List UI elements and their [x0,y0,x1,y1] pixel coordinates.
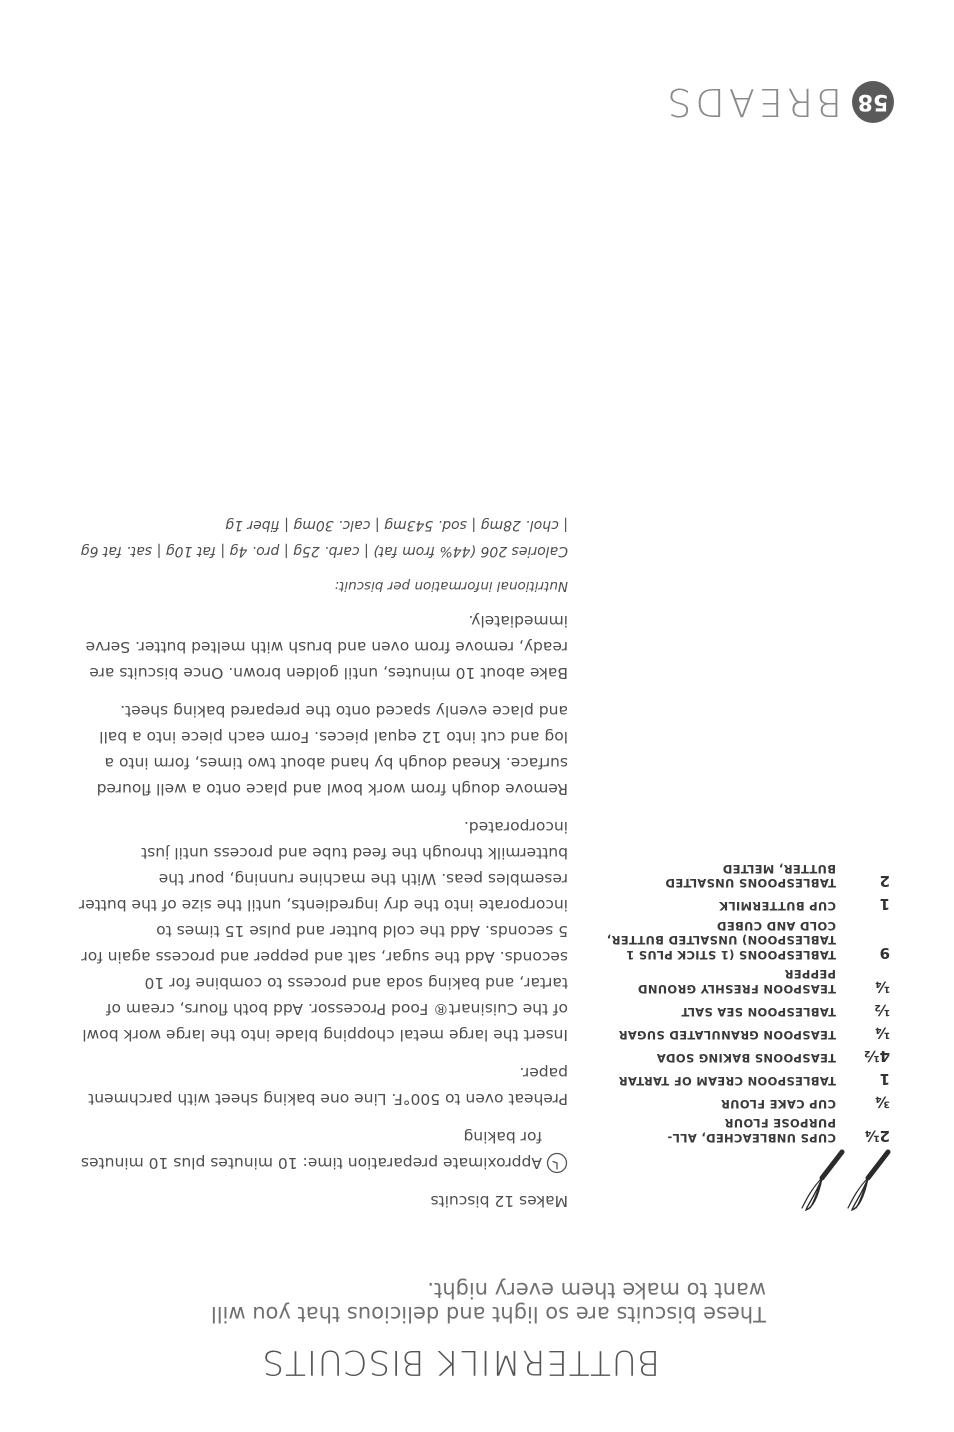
ingredient-item [605,1001,890,1019]
ingredient-item [605,862,890,891]
recipe-step: Remove dough from work bowl and place onto a well floured surface. Knead dough by hand about two times, form into a log and cut into 12 equal pieces. Form each piece into a ball and place evenly spaced onto the prepared baking sheet. [96,702,568,798]
ingredient-description: CUPS UNBLEACHED, ALL-PURPOSE FLOUR [667,1116,836,1145]
nutrition-label: Nutritional information per biscuit: [334,578,568,594]
ingredient-list [605,857,890,1146]
ingredient-quantity: ¼ [874,1024,890,1042]
ingredient-description: CUP BUTTERMILK [718,899,836,914]
recipe-body [78,500,568,1214]
ingredient-item [605,1093,890,1111]
ingredient-item [605,1024,890,1042]
prep-time-text: Approximate preparation time: 10 minutes plus 10 minutes for baking [80,1128,542,1172]
ingredient-quantity: 2 [879,872,890,891]
section-label: BREADS [663,80,842,124]
ingredient-description: TEASPOON FRESHLY GROUND PEPPER [637,967,836,996]
ingredient-description: TEASPOON GRANULATED SUGAR [618,1028,836,1042]
ingredient-quantity: 9 [879,944,890,962]
clock-icon [546,1152,568,1174]
ingredient-description: TABLESPOONS (1 STICK PLUS 1 TABLESPOON) UNSALTED BUTTER, COLD AND CUBED [606,919,836,962]
recipe-subtitle: These biscuits are so light and delicious that you will want to make them every night. [210,1278,766,1326]
recipe-step: Preheat oven to 500°F. Line one baking sheet with parchment paper. [88,1064,568,1108]
page-title: BUTTERMILK BISCUITS [261,1342,660,1382]
ingredient-item [605,919,890,963]
ingredient-item [605,967,890,996]
recipe-step: Bake about 10 minutes, until golden brown. Once biscuits are ready, remove from oven and brush with melted butter. Serve immediately. [85,612,568,682]
ingredient-quantity: 1 [879,1070,890,1088]
ingredient-quantity: ½ [874,1001,890,1019]
recipe-step: Insert the large metal chopping blade into the large work bowl of the Cuisinart® Food Processor. Add both flours, cream of tartar, and baking soda and process to combine for 10 seconds. Add the sugar, salt and pepper and process again for 5 seconds. Add the cold butter and pulse 15 times to incorporate into the dry ingredients, until the size of the butter resembles peas. With the machine running, pour the buttermilk through the feed tube and process until just incorporated. [78,818,568,1044]
ingredient-quantity: 1 [879,895,890,914]
ingredient-item [605,1116,890,1145]
ingredient-quantity: 2¼ [864,1127,890,1145]
ingredient-description: TABLESPOON SEA SALT [681,1005,836,1019]
whisk-icon [796,1148,892,1214]
ingredient-quantity: 4½ [864,1047,890,1065]
ingredient-item [605,896,890,914]
ingredient-description: TABLESPOONS UNSALTED BUTTER, MELTED [665,862,836,891]
recipe-yield: Makes 12 biscuits [430,1192,568,1210]
page-number-badge: 58 [852,81,894,123]
ingredient-item [605,1070,890,1088]
ingredient-description: TABLESPOON CREAM OF TARTAR [618,1074,836,1088]
ingredient-quantity: ¼ [874,978,890,996]
prep-time [78,1124,568,1176]
ingredient-description: CUP CAKE FLOUR [720,1097,836,1111]
ingredient-description: TEASPOONS BAKING SODA [656,1051,836,1065]
ingredient-item [605,1047,890,1065]
nutrition-info: Calories 206 (44% from fat) | carb. 25g | pro. 4g | fat 10g | sat. fat 6g | chol. 28mg | sod. 543mg | calc. 30mg | fiber 1g [80,517,568,559]
ingredient-quantity: ¾ [874,1093,890,1111]
